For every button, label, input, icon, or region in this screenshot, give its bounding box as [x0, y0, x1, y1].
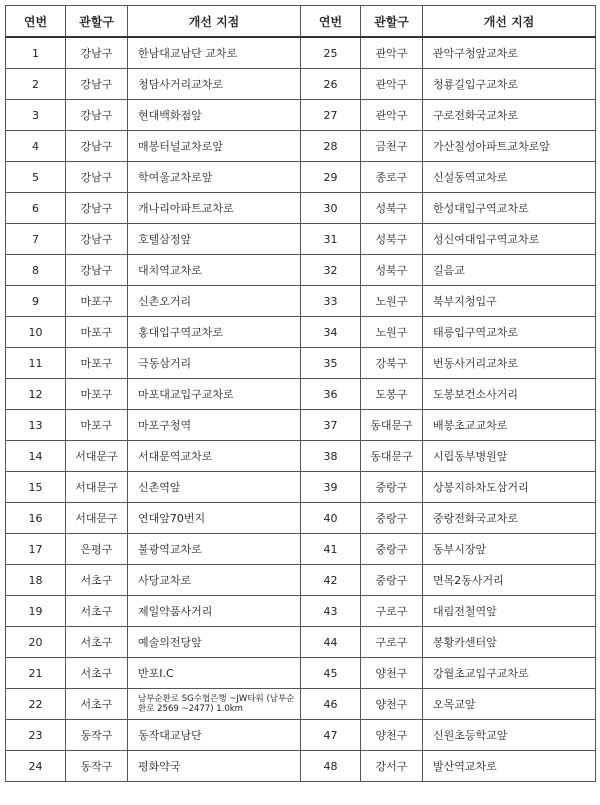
row-number-right: 34 — [301, 317, 361, 348]
row-district-left: 서초구 — [66, 596, 128, 627]
row-location-right: 신원초등학교앞 — [423, 720, 596, 751]
row-location-left: 현대백화점앞 — [128, 100, 301, 131]
row-location-right: 구로전화국교차로 — [423, 100, 596, 131]
row-district-left: 강남구 — [66, 224, 128, 255]
row-location-left: 신촌오거리 — [128, 286, 301, 317]
row-district-left: 서초구 — [66, 627, 128, 658]
table-row — [6, 69, 596, 100]
row-number-right: 29 — [301, 162, 361, 193]
row-district-right: 성북구 — [361, 255, 423, 286]
row-district-left: 강남구 — [66, 100, 128, 131]
table-row — [6, 627, 596, 658]
row-district-right: 노원구 — [361, 317, 423, 348]
row-district-left: 강남구 — [66, 37, 128, 69]
row-district-right: 구로구 — [361, 596, 423, 627]
row-district-left: 강남구 — [66, 69, 128, 100]
row-district-right: 동대문구 — [361, 410, 423, 441]
row-number-right: 41 — [301, 534, 361, 565]
table-row — [6, 596, 596, 627]
row-district-right: 관악구 — [361, 69, 423, 100]
row-location-right: 북부지청입구 — [423, 286, 596, 317]
row-district-right: 관악구 — [361, 100, 423, 131]
row-number-right: 48 — [301, 751, 361, 782]
row-location-right: 발산역교차로 — [423, 751, 596, 782]
row-number-left: 21 — [6, 658, 66, 689]
row-number-left: 20 — [6, 627, 66, 658]
row-number-left: 22 — [6, 689, 66, 720]
table-row — [6, 131, 596, 162]
row-district-left: 마포구 — [66, 317, 128, 348]
row-location-left: 예술의전당앞 — [128, 627, 301, 658]
row-district-left: 동작구 — [66, 751, 128, 782]
row-district-right: 관악구 — [361, 37, 423, 69]
row-location-right: 대림전철역앞 — [423, 596, 596, 627]
row-district-right: 중랑구 — [361, 534, 423, 565]
row-location-right: 청룡길입구교차로 — [423, 69, 596, 100]
row-number-left: 10 — [6, 317, 66, 348]
row-number-left: 4 — [6, 131, 66, 162]
row-number-right: 42 — [301, 565, 361, 596]
row-location-left: 제일약품사거리 — [128, 596, 301, 627]
row-number-left: 6 — [6, 193, 66, 224]
table-body — [6, 37, 596, 782]
row-district-right: 성북구 — [361, 193, 423, 224]
row-location-right: 오목교앞 — [423, 689, 596, 720]
row-number-right: 37 — [301, 410, 361, 441]
row-number-left: 14 — [6, 441, 66, 472]
row-district-left: 마포구 — [66, 348, 128, 379]
row-number-right: 44 — [301, 627, 361, 658]
table-row — [6, 534, 596, 565]
row-number-right: 40 — [301, 503, 361, 534]
table-row — [6, 379, 596, 410]
row-number-right: 32 — [301, 255, 361, 286]
table-row — [6, 503, 596, 534]
row-location-right: 면목2동사거리 — [423, 565, 596, 596]
row-location-left: 서대문역교차로 — [128, 441, 301, 472]
row-number-left: 13 — [6, 410, 66, 441]
row-number-left: 8 — [6, 255, 66, 286]
row-district-left: 서초구 — [66, 565, 128, 596]
table-header — [6, 6, 596, 38]
row-district-right: 중랑구 — [361, 565, 423, 596]
row-number-right: 28 — [301, 131, 361, 162]
row-location-left: 연대앞70번지 — [128, 503, 301, 534]
row-number-left: 19 — [6, 596, 66, 627]
row-location-left: 매봉터널교차로앞 — [128, 131, 301, 162]
row-number-left: 2 — [6, 69, 66, 100]
row-number-right: 25 — [301, 37, 361, 69]
row-number-left: 1 — [6, 37, 66, 69]
row-number-right: 31 — [301, 224, 361, 255]
row-district-left: 강남구 — [66, 193, 128, 224]
row-district-right: 노원구 — [361, 286, 423, 317]
row-district-right: 양천구 — [361, 689, 423, 720]
row-number-right: 35 — [301, 348, 361, 379]
row-district-left: 강남구 — [66, 131, 128, 162]
header-district-left: 관할구 — [66, 6, 128, 38]
row-number-right: 30 — [301, 193, 361, 224]
table-row — [6, 37, 596, 69]
row-number-left: 9 — [6, 286, 66, 317]
row-number-left: 18 — [6, 565, 66, 596]
row-number-left: 23 — [6, 720, 66, 751]
row-number-right: 47 — [301, 720, 361, 751]
header-location-left: 개선 지점 — [128, 6, 301, 38]
row-location-left: 극동삼거리 — [128, 348, 301, 379]
row-location-left: 마포구청역 — [128, 410, 301, 441]
row-district-left: 마포구 — [66, 410, 128, 441]
row-location-right: 태릉입구역교차로 — [423, 317, 596, 348]
row-location-right: 번동사거리교차로 — [423, 348, 596, 379]
row-district-right: 중랑구 — [361, 472, 423, 503]
row-location-right: 길음교 — [423, 255, 596, 286]
row-number-left: 11 — [6, 348, 66, 379]
row-location-right: 도봉보건소사거리 — [423, 379, 596, 410]
row-number-left: 15 — [6, 472, 66, 503]
row-location-left: 개나리아파트교차로 — [128, 193, 301, 224]
row-location-left: 사당교차로 — [128, 565, 301, 596]
header-number-right: 연번 — [301, 6, 361, 38]
table-row — [6, 565, 596, 596]
row-number-right: 38 — [301, 441, 361, 472]
row-location-left: 평화약국 — [128, 751, 301, 782]
row-district-left: 마포구 — [66, 286, 128, 317]
row-location-left: 마포대교입구교차로 — [128, 379, 301, 410]
row-location-right: 봉황카센터앞 — [423, 627, 596, 658]
row-number-left: 16 — [6, 503, 66, 534]
row-location-left: 한남대교남단 교차로 — [128, 37, 301, 69]
row-location-right: 성신여대입구역교차로 — [423, 224, 596, 255]
row-district-right: 강북구 — [361, 348, 423, 379]
row-location-left: 대치역교차로 — [128, 255, 301, 286]
table-row — [6, 472, 596, 503]
row-district-left: 마포구 — [66, 379, 128, 410]
row-number-right: 27 — [301, 100, 361, 131]
row-location-left: 반포I.C — [128, 658, 301, 689]
header-row — [6, 6, 596, 38]
table-row — [6, 193, 596, 224]
table-row — [6, 751, 596, 782]
row-district-right: 구로구 — [361, 627, 423, 658]
row-location-right: 동부시장앞 — [423, 534, 596, 565]
row-district-right: 도봉구 — [361, 379, 423, 410]
row-district-left: 서초구 — [66, 689, 128, 720]
table-row — [6, 162, 596, 193]
row-location-right: 배봉초교교차로 — [423, 410, 596, 441]
row-location-left: 홍대입구역교차로 — [128, 317, 301, 348]
row-location-left: 신촌역앞 — [128, 472, 301, 503]
row-district-left: 서대문구 — [66, 503, 128, 534]
row-number-left: 7 — [6, 224, 66, 255]
row-district-left: 서초구 — [66, 658, 128, 689]
row-number-right: 43 — [301, 596, 361, 627]
row-district-left: 서대문구 — [66, 441, 128, 472]
row-location-right: 시립동부병원앞 — [423, 441, 596, 472]
table-row — [6, 224, 596, 255]
row-number-right: 36 — [301, 379, 361, 410]
row-location-left: 학여울교차로앞 — [128, 162, 301, 193]
row-number-right: 45 — [301, 658, 361, 689]
row-location-left: 청담사거리교차로 — [128, 69, 301, 100]
table-row — [6, 720, 596, 751]
header-number-left: 연번 — [6, 6, 66, 38]
row-location-right: 신설동역교차로 — [423, 162, 596, 193]
row-location-right: 한성대입구역교차로 — [423, 193, 596, 224]
table-row — [6, 255, 596, 286]
row-location-left: 남부순환로 SG수협은행 ~JW타워 (남부순환로 2569 ~2477) 1.0km — [128, 689, 301, 720]
row-district-left: 은평구 — [66, 534, 128, 565]
row-location-left: 불광역교차로 — [128, 534, 301, 565]
table-row — [6, 348, 596, 379]
row-location-right: 중랑전화국교차로 — [423, 503, 596, 534]
row-district-right: 금천구 — [361, 131, 423, 162]
table-row — [6, 286, 596, 317]
row-district-right: 종로구 — [361, 162, 423, 193]
row-district-right: 동대문구 — [361, 441, 423, 472]
row-number-left: 17 — [6, 534, 66, 565]
row-number-left: 12 — [6, 379, 66, 410]
row-number-left: 5 — [6, 162, 66, 193]
row-number-right: 26 — [301, 69, 361, 100]
row-number-left: 3 — [6, 100, 66, 131]
row-district-left: 동작구 — [66, 720, 128, 751]
table-row — [6, 658, 596, 689]
table-row — [6, 100, 596, 131]
header-location-right: 개선 지점 — [423, 6, 596, 38]
row-district-right: 양천구 — [361, 658, 423, 689]
row-number-right: 39 — [301, 472, 361, 503]
improvement-locations-table — [5, 5, 596, 782]
row-number-right: 46 — [301, 689, 361, 720]
row-location-right: 강월초교입구교차로 — [423, 658, 596, 689]
row-location-left: 호텔삼정앞 — [128, 224, 301, 255]
row-district-left: 강남구 — [66, 162, 128, 193]
row-location-right: 가산칠성아파트교차로앞 — [423, 131, 596, 162]
row-location-right: 관악구청앞교차로 — [423, 37, 596, 69]
header-district-right: 관할구 — [361, 6, 423, 38]
table-row — [6, 441, 596, 472]
row-number-right: 33 — [301, 286, 361, 317]
table-row — [6, 689, 596, 720]
row-district-right: 중랑구 — [361, 503, 423, 534]
table-row — [6, 317, 596, 348]
row-district-right: 양천구 — [361, 720, 423, 751]
table-row — [6, 410, 596, 441]
row-district-right: 강서구 — [361, 751, 423, 782]
row-location-right: 상봉지하차도삼거리 — [423, 472, 596, 503]
row-district-right: 성북구 — [361, 224, 423, 255]
row-district-left: 강남구 — [66, 255, 128, 286]
row-district-left: 서대문구 — [66, 472, 128, 503]
row-location-left: 동작대교남단 — [128, 720, 301, 751]
row-number-left: 24 — [6, 751, 66, 782]
